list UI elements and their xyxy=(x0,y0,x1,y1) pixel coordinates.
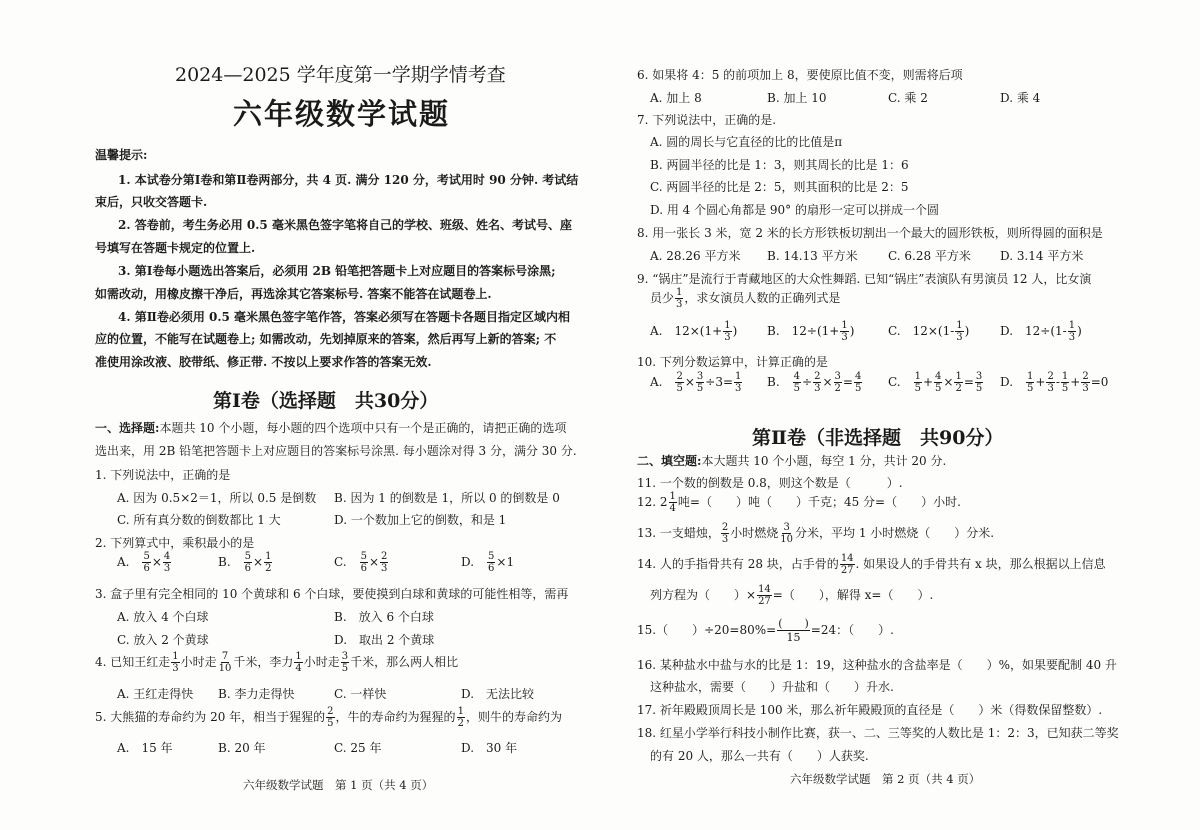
q4-text-2: 小时走 xyxy=(180,655,217,669)
q2-option-b: B. $\frac{5}{6}$ × $\frac{1}{2}$ xyxy=(218,551,272,574)
q3-option-d: D. 取出 2 个黄球 xyxy=(334,633,435,647)
q9-text-a: 员少 xyxy=(650,291,675,305)
tip-line-7: 4. 第Ⅱ卷必须用 0.5 毫米黑色签字笔作答，答案必须写在答题卡各题目指定区域内相 xyxy=(118,310,571,324)
q6-option-d: D. 乘 4 xyxy=(1000,91,1041,105)
q8-option-a: A. 28.26 平方米 xyxy=(650,249,741,263)
q4-option-d: D. 无法比较 xyxy=(461,687,535,701)
tip-line-5: 3. 第Ⅰ卷每小题选出答案后，必须用 2B 铅笔把答题卡上对应题目的答案标号涂黑; xyxy=(118,264,556,278)
q5-text-3: ，则牛的寿命约为 xyxy=(465,710,562,724)
q10-option-b: B. $\frac{4}{5}$ ÷ $\frac{2}{3}$ × $\frac{3}{2}$ = $\frac{4}{5}$ xyxy=(767,371,862,394)
q6-option-b: B. 加上 10 xyxy=(767,91,827,105)
question-5: 5. 大熊猫的寿命约为 20 年，相当于猩猩的 $\frac{2}{5}$ ，牛的寿命约为猩猩的 $\frac{1}{2}$ ，则牛的寿命约为 xyxy=(95,706,562,729)
q4-option-b: B. 李力走得快 xyxy=(218,687,295,701)
q7-option-a: A. 圆的周长与它直径的比的比值是π xyxy=(650,135,843,149)
q2-option-d: D. $\frac{5}{6}$ ×1 xyxy=(461,551,515,574)
q4-text-1: 4. 已知王红走 xyxy=(95,655,171,669)
question-18-line-2: 的有 20 人，那么一共有（ ）人获奖. xyxy=(650,749,869,763)
tip-line-1: 1. 本试卷分第Ⅰ卷和第Ⅱ卷两部分，共 4 页. 满分 120 分，考试用时 90 分钟. 考试结 xyxy=(118,173,579,187)
question-8: 8. 用一张长 3 米，宽 2 米的长方形铁板切割出一个最大的圆形铁板，则所得圆的面积是 xyxy=(637,226,1103,240)
q4-text-3: 千米，李力 xyxy=(233,655,294,669)
q8-option-c: C. 6.28 平方米 xyxy=(888,249,971,263)
question-16-line-2: 这种盐水，需要（ ）升盐和（ ）升水. xyxy=(650,680,894,694)
tip-line-8: 应的位置，不能写在试题卷上; 如需改动，先划掉原来的答案，然后再写上新的答案; 不 xyxy=(95,332,557,346)
question-16-line-1: 16. 某种盐水中盐与水的比是 1：19，这种盐水的含盐率是（ ）%，如果要配制 40 升 xyxy=(637,658,1117,672)
part-1-label: 一、选择题: xyxy=(95,421,160,435)
tip-line-3: 2. 答卷前，考生务必用 0.5 毫米黑色签字笔将自己的学校、班级、姓名、考试号、座 xyxy=(118,218,572,232)
tip-line-6: 如需改动，用橡皮擦干净后，再选涂其它答案标号. 答案不能答在试题卷上. xyxy=(95,287,492,301)
q5-option-d: D. 30 年 xyxy=(461,741,518,755)
q7-option-d: D. 用 4 个圆心角都是 90° 的扇形一定可以拼成一个圆 xyxy=(650,203,939,217)
q12-text-b: 吨=（ ）吨（ ）千克；45 分=（ ）小时. xyxy=(677,495,961,509)
q9-option-c: C. 12×(1- $\frac{1}{3}$ ) xyxy=(888,320,970,343)
q15-denominator: 15 xyxy=(786,631,801,644)
part-1-intro-line-2: 选出来，用 2B 铅笔把答题卡上对应题目的答案标号涂黑. 每小题涂对得 3 分，满分 30 分. xyxy=(95,444,577,458)
q3-option-b: B. 放入 6 个白球 xyxy=(334,610,434,624)
question-13: 13. 一支蜡烛， $\frac{2}{3}$ 小时燃烧 $\frac{3}{10}$ 分米，平均 1 小时燃烧（ ）分米. xyxy=(637,522,995,545)
question-15 xyxy=(637,617,894,644)
question-18-line-1: 18. 红星小学举行科技小制作比赛，获一、二、三等奖的人数比是 1：2：3，已知获二等奖 xyxy=(637,726,1119,740)
question-9-line-1: 9. “锅庄”是流行于青藏地区的大众性舞蹈. 已知“锅庄”表演队有男演员 12 人，比女演 xyxy=(637,272,1092,286)
q1-option-b: B. 因为 1 的倒数是 1，所以 0 的倒数是 0 xyxy=(334,491,560,505)
q3-option-c: C. 放入 2 个黄球 xyxy=(117,633,209,647)
q9-text-b: ，求女演员人数的正确列式是 xyxy=(684,291,841,305)
part-1-intro-text: 本题共 10 个小题，每小题的四个选项中只有一个是正确的，请把正确的选项 xyxy=(159,421,567,435)
q7-option-c: C. 两圆半径的比是 2：5，则其面积的比是 2：5 xyxy=(650,180,909,194)
q7-option-b: B. 两圆半径的比是 1：3，则其周长的比是 1：6 xyxy=(650,158,909,172)
part-2-label: 二、填空题: xyxy=(637,454,702,468)
q4-text-4: 小时走 xyxy=(303,655,340,669)
section-2-title: 第Ⅱ卷（非选择题 共90分） xyxy=(752,427,1004,449)
q6-option-c: C. 乘 2 xyxy=(888,91,928,105)
question-10: 10. 下列分数运算中，计算正确的是 xyxy=(637,355,828,369)
q10-option-d: D. $\frac{1}{5}$ + $\frac{2}{3}$ - $\frac{1}{5}$ + $\frac{2}{3}$ =0 xyxy=(1000,371,1109,394)
q9-option-b: B. 12÷(1+ $\frac{1}{3}$ ) xyxy=(767,320,855,343)
question-14-line-2: 列方程为（ ）× $\frac{14}{27}$ =（ ），解得 x=（ ）. xyxy=(650,584,934,607)
question-14-line-1: 14. 人的手指骨共有 28 块，占手骨的 $\frac{14}{27}$ . 如果设人的手骨共有 x 块，那么根据以上信息 xyxy=(637,553,1106,576)
section-1-title: 第Ⅰ卷（选择题 共30分） xyxy=(213,390,439,412)
q1-option-a: A. 因为 0.5×2＝1，所以 0.5 是倒数 xyxy=(117,491,317,505)
q13-text-c: 分米，平均 1 小时燃烧（ ）分米. xyxy=(795,526,995,540)
question-12: 12. 2 $\frac{1}{4}$ 吨=（ ）吨（ ）千克；45 分=（ ）小时. xyxy=(637,491,961,514)
question-17: 17. 祈年殿殿顶周长是 100 米，那么祈年殿殿顶的直径是（ ）米（得数保留整数）. xyxy=(637,703,1103,717)
q12-text-a: 12. 2 xyxy=(637,495,668,509)
part-2-intro-text: 本大题共 10 个小题，每空 1 分，共计 20 分. xyxy=(701,454,947,468)
q1-option-d: D. 一个数加上它的倒数，和是 1 xyxy=(334,513,507,527)
q5-option-a: A. 15 年 xyxy=(117,741,173,755)
q15-numerator: ( ) xyxy=(778,617,809,630)
question-6: 6. 如果将 4：5 的前项加上 8，要使原比值不变，则需将后项 xyxy=(637,68,963,82)
q1-option-c: C. 所有真分数的倒数都比 1 大 xyxy=(117,513,281,527)
q2-option-a: A. $\frac{5}{6}$ × $\frac{4}{3}$ xyxy=(117,551,171,574)
tip-line-2: 束后，只收交答题卡. xyxy=(95,195,208,209)
q5-option-b: B. 20 年 xyxy=(218,741,266,755)
q4-option-a: A. 王红走得快 xyxy=(117,687,194,701)
q5-option-c: C. 25 年 xyxy=(334,741,382,755)
part-2-intro xyxy=(637,452,946,469)
q9-option-a: A. 12×(1+ $\frac{1}{3}$ ) xyxy=(650,320,738,343)
question-9-line-2: 员少 $\frac{1}{3}$ ，求女演员人数的正确列式是 xyxy=(650,287,841,310)
page-2-footer: 六年级数学试题 第 2 页（共 4 页） xyxy=(790,772,981,786)
q14-text-b: . 如果设人的手骨共有 x 块，那么根据以上信息 xyxy=(855,557,1106,571)
q10-option-c: C. $\frac{1}{5}$ + $\frac{4}{5}$ × $\frac{1}{2}$ = $\frac{3}{5}$ xyxy=(888,371,983,394)
q15-text-a: 15.（ ）÷20=80%= xyxy=(637,623,777,637)
tip-line-9: 准使用涂改液、胶带纸、修正带. 不按以上要求作答的答案无效. xyxy=(95,355,432,369)
page-1-footer: 六年级数学试题 第 1 页（共 4 页） xyxy=(243,778,434,792)
q4-text-5: 千米，那么两人相比 xyxy=(350,655,459,669)
question-2: 2. 下列算式中，乘积最小的是 xyxy=(95,536,255,550)
q14-text-a: 14. 人的手指骨共有 28 块，占手骨的 xyxy=(637,557,839,571)
question-4: 4. 已知王红走 $\frac{1}{3}$ 小时走 $\frac{7}{10}$ 千米，李力 $\frac{1}{4}$ 小时走 $\frac{3}{5}$ 千米，那么两人相比 xyxy=(95,651,459,674)
q2-option-c: C. $\frac{5}{6}$ × $\frac{2}{3}$ xyxy=(334,551,388,574)
q13-text-b: 小时燃烧 xyxy=(730,526,779,540)
q3-option-a: A. 放入 4 个白球 xyxy=(117,610,209,624)
q8-option-b: B. 14.13 平方米 xyxy=(767,249,858,263)
q9-option-d: D. 12÷(1- $\frac{1}{3}$ ) xyxy=(1000,320,1082,343)
q5-text-1: 5. 大熊猫的寿命约为 20 年，相当于猩猩的 xyxy=(95,710,326,724)
q14-text-c: 列方程为（ ）× xyxy=(650,588,757,602)
q4-option-c: C. 一样快 xyxy=(334,687,387,701)
question-1: 1. 下列说法中，正确的是 xyxy=(95,468,231,482)
q6-option-a: A. 加上 8 xyxy=(650,91,702,105)
exam-header: 2024—2025 学年度第一学期学情考查 xyxy=(175,64,506,86)
tip-line-4: 号填写在答题卡规定的位置上. xyxy=(95,241,256,255)
q13-text-a: 13. 一支蜡烛， xyxy=(637,526,720,540)
q10-option-a: A. $\frac{2}{5}$ × $\frac{3}{5}$ ÷3= $\frac{1}{3}$ xyxy=(650,371,742,394)
question-3: 3. 盒子里有完全相同的 10 个黄球和 6 个白球，要使摸到白球和黄球的可能性相等，需再 xyxy=(95,587,569,601)
exam-title: 六年级数学试题 xyxy=(233,97,451,131)
tips-heading: 温馨提示: xyxy=(95,148,148,162)
q8-option-d: D. 3.14 平方米 xyxy=(1000,249,1084,263)
q5-text-2: ，牛的寿命约为猩猩的 xyxy=(335,710,456,724)
part-1-intro-line-1 xyxy=(95,419,566,436)
q15-text-b: =24：（ ）. xyxy=(810,623,894,637)
question-11: 11. 一个数的倒数是 0.8，则这个数是（ ）. xyxy=(637,476,903,490)
q14-text-d: =（ ），解得 x=（ ）. xyxy=(772,588,934,602)
question-7: 7. 下列说法中，正确的是. xyxy=(637,113,777,127)
